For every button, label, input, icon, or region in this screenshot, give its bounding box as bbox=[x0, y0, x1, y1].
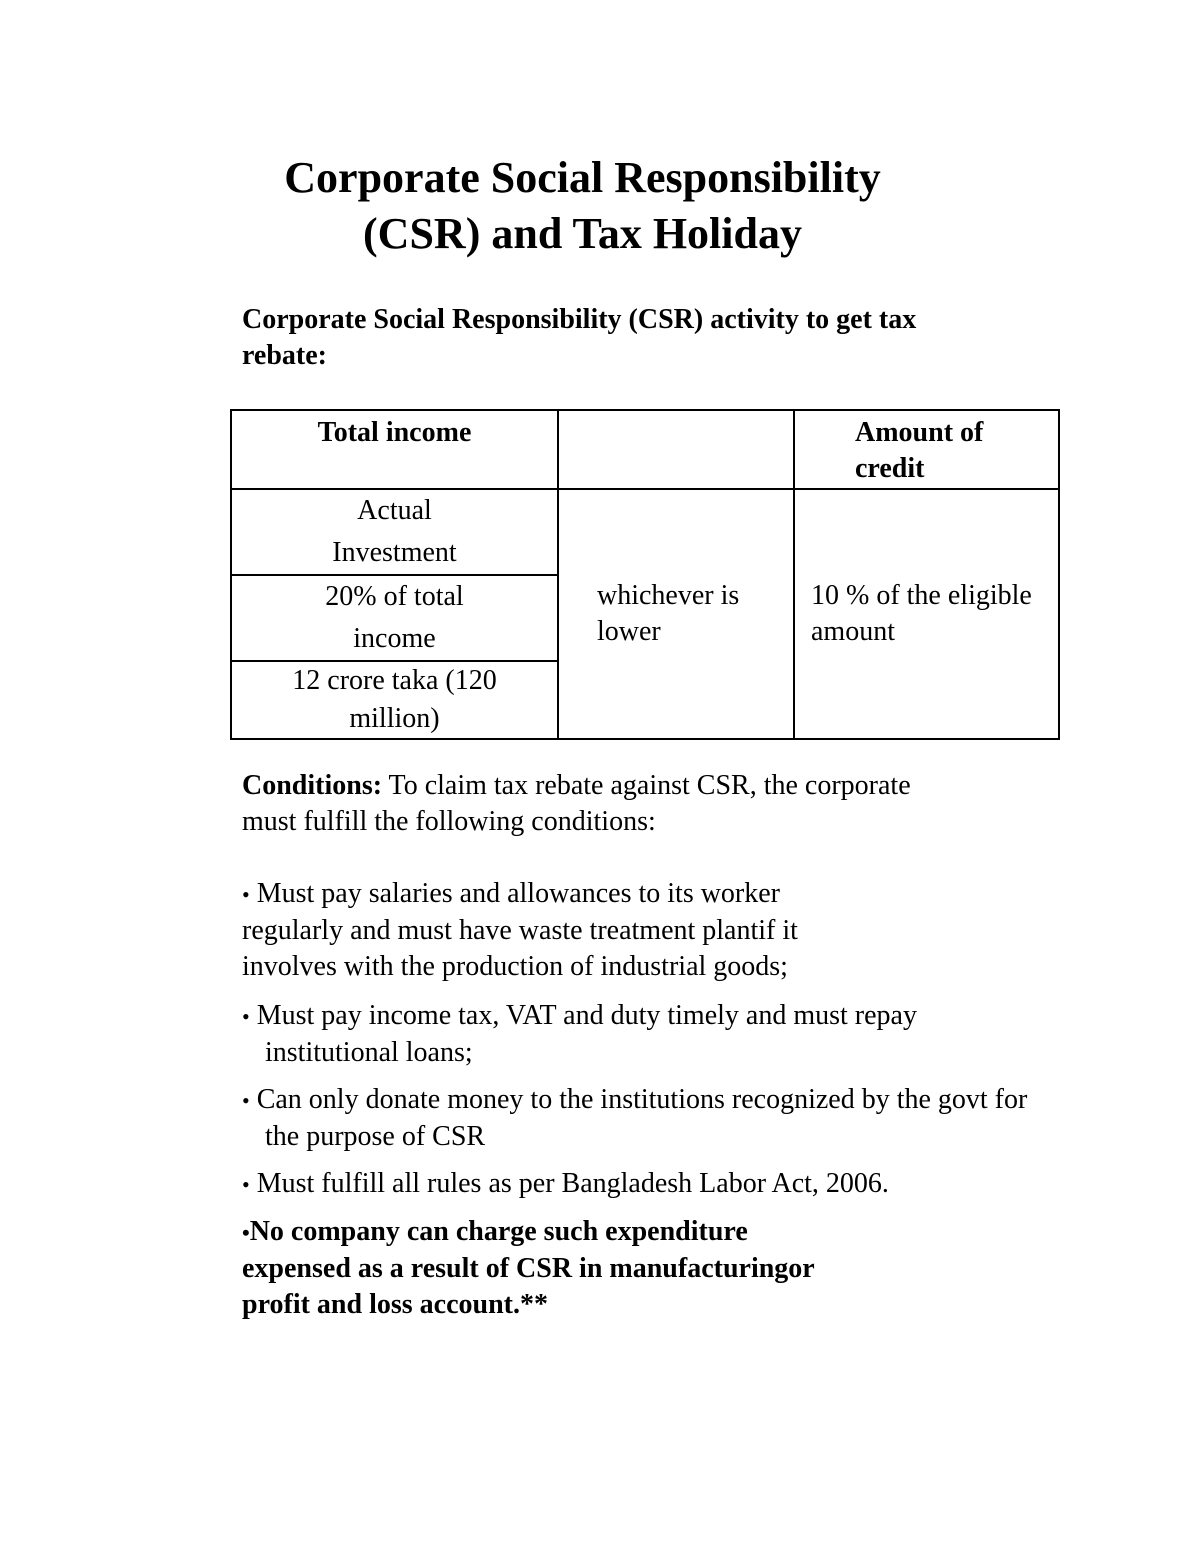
cell-line-2: income bbox=[353, 623, 436, 654]
cell-twenty-percent-income bbox=[231, 575, 558, 661]
cell-whichever-is-lower bbox=[558, 489, 794, 739]
header-credit-line-2: credit bbox=[855, 453, 925, 484]
bullet-1-line-1: Must pay salaries and allowances to its worker bbox=[249, 878, 781, 909]
section-heading bbox=[242, 302, 1032, 374]
cell-actual-investment bbox=[231, 489, 558, 575]
final-note-line-3: profit and loss account.** bbox=[242, 1289, 548, 1320]
cell-line-1: 20% of total bbox=[325, 581, 464, 612]
title-line-2: (CSR) and Tax Holiday bbox=[363, 209, 802, 258]
final-note bbox=[242, 1214, 1032, 1323]
section-heading-line-2: rebate: bbox=[242, 340, 327, 371]
header-amount-of-credit bbox=[794, 410, 1059, 489]
conditions-text-line-2: must fulfill the following conditions: bbox=[242, 806, 656, 837]
cell-middle-line-1: whichever is bbox=[597, 580, 740, 611]
bullet-3-text: Can only donate money to the institutions recognized by the govt for the purpose of CSR bbox=[256, 1084, 1028, 1152]
bullet-icon: • bbox=[242, 1220, 250, 1245]
page-title bbox=[0, 150, 1165, 262]
bullet-1-line-3: involves with the production of industrial goods; bbox=[242, 951, 788, 982]
table-header-row bbox=[231, 410, 1059, 489]
cell-credit-amount bbox=[794, 489, 1059, 739]
final-note-line-2: expensed as a result of CSR in manufacturingor bbox=[242, 1253, 815, 1284]
cell-credit-line-1: 10 % of the eligible bbox=[811, 580, 1032, 611]
csr-credit-table bbox=[230, 409, 1060, 740]
bullet-1-line-2: regularly and must have waste treatment plantif it bbox=[242, 915, 798, 946]
conditions-text-line-1: To claim tax rebate against CSR, the corporate bbox=[382, 770, 911, 801]
cell-line-2: million) bbox=[349, 703, 440, 734]
bullet-icon: • bbox=[242, 1004, 250, 1029]
conditions-label: Conditions: bbox=[242, 770, 383, 801]
header-credit-line-1: Amount of bbox=[855, 417, 984, 448]
header-total-income: Total income bbox=[231, 410, 558, 489]
header-blank bbox=[558, 410, 794, 489]
title-line-1: Corporate Social Responsibility bbox=[284, 153, 881, 202]
bullet-4-text: Must fulfill all rules as per Bangladesh Labor Act, 2006. bbox=[256, 1168, 889, 1199]
list-item bbox=[242, 876, 1032, 985]
bullet-icon: • bbox=[242, 1172, 250, 1197]
cell-line-1: 12 crore taka (120 bbox=[292, 665, 497, 696]
cell-middle-line-2: lower bbox=[597, 616, 661, 647]
section-heading-line-1: Corporate Social Responsibility (CSR) activity to get tax bbox=[242, 304, 917, 335]
bullet-icon: • bbox=[242, 882, 250, 907]
bullet-icon: • bbox=[242, 1088, 250, 1113]
cell-line-1: Actual bbox=[357, 495, 432, 526]
conditions-paragraph bbox=[242, 768, 1032, 840]
table-row bbox=[231, 489, 1059, 575]
list-item bbox=[242, 1082, 1055, 1155]
cell-twelve-crore-taka bbox=[231, 661, 558, 739]
cell-line-2: Investment bbox=[332, 537, 457, 568]
final-note-line-1: No company can charge such expenditure bbox=[249, 1216, 748, 1247]
list-item bbox=[242, 998, 1055, 1071]
cell-credit-line-2: amount bbox=[811, 616, 895, 647]
list-item bbox=[242, 1166, 1055, 1203]
bullet-2-text: Must pay income tax, VAT and duty timely and must repay institutional loans; bbox=[256, 1000, 917, 1068]
